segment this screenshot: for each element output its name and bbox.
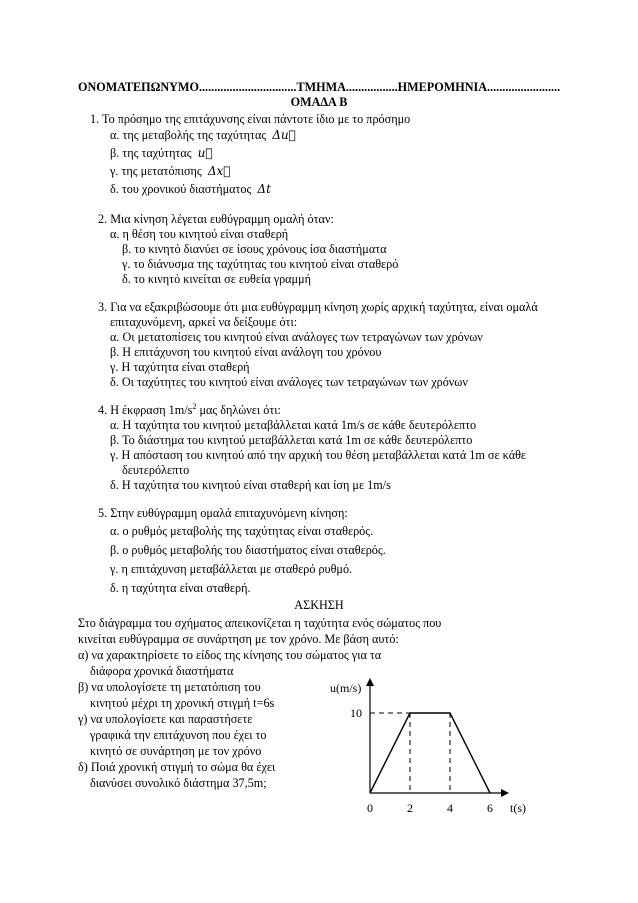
x-tick-label: 6: [487, 801, 493, 815]
question-4-option-c: γ. Η απόσταση του κινητού από την αρχική του θέση μεταβάλλεται κατά 1m σε κάθε: [110, 448, 527, 462]
x-tick-label: 2: [407, 801, 413, 815]
question-2: 2. Μια κίνηση λέγεται ευθύγραμμη ομαλή όταν:: [98, 212, 334, 226]
exercise-title: ΑΣΚΗΣΗ: [294, 598, 344, 612]
exercise-item-b-cont: κινητού μέχρι τη χρονική στιγμή t=6s: [90, 696, 275, 710]
question-5-option-b: β. ο ρυθμός μεταβολής του διαστήματος είναι σταθερός.: [110, 543, 386, 557]
exercise-item-d-cont: διανύσει συνολικό διάστημα 37,5m;: [90, 776, 267, 790]
question-4-option-d: δ. Η ταχύτητα του κινητού είναι σταθερή και ίση με 1m/s: [110, 478, 391, 492]
question-5-option-c: γ. η επιτάχυνση μεταβάλλεται με σταθερό ρυθμό.: [110, 562, 353, 576]
question-3-option-a: α. Οι μετατοπίσεις του κινητού είναι ανάλογες των τετραγώνων των χρόνων: [110, 330, 483, 344]
delta-t-symbol: Δt: [257, 182, 271, 196]
exercise-item-c-cont-2: κινητό σε συνάρτηση με τον χρόνο: [90, 744, 262, 758]
question-1-option-d: δ. του χρονικού διαστήματος Δt: [110, 182, 271, 196]
y-tick-label: 10: [350, 706, 362, 720]
x-tick-label: 0: [367, 801, 373, 815]
question-2-option-a: α. η θέση του κινητού είναι σταθερή: [110, 227, 289, 241]
question-2-option-c: γ. το διάνυσμα της ταχύτητας του κινητού είναι σταθερό: [122, 257, 399, 271]
x-axis-label: t(s): [510, 801, 526, 815]
delta-x-vector-symbol: Δx⃗: [207, 164, 231, 178]
question-4-option-c-cont: δευτερόλεπτο: [122, 463, 190, 477]
question-4: 4. Η έκφραση $1m/s^2$ μας δηλώνει ότι:: [98, 401, 281, 417]
group-title: ΟΜΑΔΑ Β: [290, 95, 348, 109]
question-5-option-d: δ. η ταχύτητα είναι σταθερή.: [110, 581, 251, 595]
question-1: 1. Το πρόσημο της επιτάχυνσης είναι πάντοτε ίδιο με το πρόσημο: [90, 112, 411, 126]
exercise-item-c-cont-1: γραφικά την επιτάχυνση που έχει το: [90, 728, 267, 742]
question-3-line-1: 3. Για να εξακριβώσουμε ότι μια ευθύγραμμη κίνηση χωρίς αρχική ταχύτητα, είναι ομαλά: [98, 300, 538, 314]
x-tick-label: 4: [447, 801, 453, 815]
exercise-item-c: γ) να υπολογίσετε και παραστήσετε: [78, 712, 253, 726]
exercise-intro-line-1: Στο διάγραμμα του σχήματος απεικονίζεται η ταχύτητα ενός σώματος που: [78, 616, 442, 630]
delta-u-vector-symbol: Δu⃗: [272, 128, 296, 142]
question-1-option-a: α. της μεταβολής της ταχύτητας Δu⃗: [110, 128, 296, 142]
exercise-item-b: β) να υπολογίσετε τη μετατόπιση του: [78, 680, 261, 694]
question-1-option-c: γ. της μετατόπισης Δx⃗: [110, 164, 231, 178]
student-info-header: ΟΝΟΜΑΤΕΠΩΝΥΜΟ................................ΤΜΗΜΑ.................ΗΜΕΡΟΜΗΝΙΑ........................: [78, 80, 561, 94]
question-4-option-b: β. Το διάστημα του κινητού μεταβάλλεται κατά 1m σε κάθε δευτερόλεπτο: [110, 433, 473, 447]
velocity-series-line: [370, 713, 490, 793]
question-4-option-a: α. Η ταχύτητα του κινητού μεταβάλλεται κατά 1m/s σε κάθε δευτερόλεπτο: [110, 418, 477, 432]
question-3-line-2: επιταχυνόμενη, αρκεί να δείξουμε ότι:: [110, 315, 298, 329]
exercise-item-a: α) να χαρακτηρίσετε το είδος της κίνησης του σώματος για τα: [78, 648, 382, 662]
question-3-option-d: δ. Οι ταχύτητες του κινητού είναι ανάλογες των τετραγώνων των χρόνων: [110, 375, 468, 389]
question-3-option-b: β. Η επιτάχυνση του κινητού είναι ανάλογη του χρόνου: [110, 345, 382, 359]
exercise-item-a-cont: διάφορα χρονικά διαστήματα: [90, 664, 234, 678]
y-axis-label: u(m/s): [330, 681, 362, 695]
exercise-intro-line-2: κινείται ευθύγραμμα σε συνάρτηση με τον χρόνο. Με βάση αυτό:: [78, 632, 399, 646]
velocity-time-chart: [320, 670, 550, 820]
question-5: 5. Στην ευθύγραμμη ομαλά επιταχυνόμενη κίνηση:: [98, 506, 348, 520]
exercise-item-d: δ) Ποιά χρονική στιγμή το σώμα θα έχει: [78, 760, 276, 774]
question-2-option-b: β. το κινητό διανύει σε ίσους χρόνους ίσα διαστήματα: [122, 242, 387, 256]
question-2-option-d: δ. το κινητό κινείται σε ευθεία γραμμή: [122, 272, 312, 286]
question-3-option-c: γ. Η ταχύτητα είναι σταθερή: [110, 360, 250, 374]
u-vector-symbol: u⃗: [197, 146, 213, 160]
question-5-option-a: α. ο ρυθμός μεταβολής της ταχύτητας είναι σταθερός.: [110, 524, 374, 538]
question-1-option-b: β. της ταχύτητας u⃗: [110, 146, 213, 160]
